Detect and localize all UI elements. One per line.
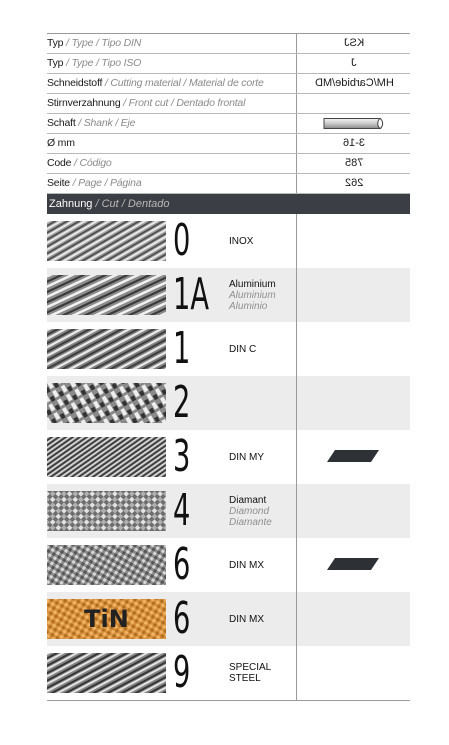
spec-label: Typ / Type / Tipo ISO	[47, 57, 142, 69]
cut-code: 6	[173, 593, 191, 644]
spec-value	[296, 134, 411, 153]
spec-row-type-din	[47, 34, 410, 54]
spec-label-main: Typ	[47, 37, 64, 49]
cut-desc-main: Aluminium	[229, 278, 276, 290]
cut-texture-image	[47, 221, 166, 261]
spec-label-alt: Front cut / Dentado frontal	[128, 97, 246, 109]
spec-label-main: Ø mm	[47, 137, 75, 149]
cut-shape-cell	[296, 322, 411, 376]
spec-value	[296, 54, 411, 73]
spec-row-front-cut	[47, 94, 410, 114]
spec-label-main: Stirnverzahnung	[47, 97, 121, 109]
cut-texture-image	[47, 275, 166, 315]
spec-label-alt: Código	[79, 157, 112, 169]
cut-shape-cell	[296, 214, 411, 268]
spec-label-alt: Type / Tipo ISO	[71, 57, 142, 69]
spec-label	[47, 134, 295, 153]
cut-texture-image	[47, 437, 166, 477]
cut-desc-alt: Aluminium	[229, 289, 276, 301]
cut-desc-alt: Aluminio	[229, 300, 268, 312]
spec-value	[296, 34, 411, 53]
cut-desc-main: INOX	[229, 235, 254, 247]
shank-icon	[322, 117, 386, 130]
spec-label-main: Seite	[47, 177, 70, 189]
spec-value-empty	[296, 94, 411, 113]
spec-row-type-iso	[47, 54, 410, 74]
cut-shape-cell	[296, 646, 411, 700]
spec-label-main: Schaft	[47, 117, 76, 129]
spec-value-text: 3-16	[342, 137, 366, 149]
spec-value-text: KSJ	[343, 37, 365, 49]
cut-description	[229, 646, 295, 700]
spec-value	[296, 174, 411, 193]
spec-value-text: HM/Carbide/MD	[314, 77, 394, 89]
spec-label: Schneidstoff / Cutting material / Material de corte	[47, 77, 264, 89]
cut-desc-main: DIN MY	[229, 451, 264, 463]
cut-row	[47, 484, 410, 538]
cut-shape-cell	[296, 484, 411, 538]
cut-description	[229, 214, 295, 268]
spec-label-main: Code	[47, 157, 72, 169]
spec-label-alt: Page / Página	[78, 177, 142, 189]
spec-label-alt: Type / Tipo DIN	[71, 37, 142, 49]
cut-header-alt: Cut / Dentado	[101, 198, 170, 210]
cut-texture-image	[47, 329, 166, 369]
cut-texture-image	[47, 545, 166, 585]
cut-description	[229, 430, 295, 484]
cut-code: 2	[173, 377, 191, 428]
cut-desc-alt: Diamante	[229, 516, 272, 528]
spec-row-material	[47, 74, 410, 94]
cut-texture-image	[47, 653, 166, 693]
cut-desc-main: STEEL	[229, 673, 261, 684]
spec-label: Typ / Type / Tipo DIN	[47, 37, 142, 49]
cut-description	[229, 268, 295, 322]
spec-label-main: Typ	[47, 57, 64, 69]
spec-label-main: Schneidstoff	[47, 77, 103, 89]
spec-label: Seite / Page / Página	[47, 177, 142, 189]
cut-shape-cell	[296, 430, 411, 484]
cut-desc-alt: Diamond	[229, 505, 270, 517]
spec-label: Schaft / Shank / Eje	[47, 117, 136, 129]
cut-description	[229, 592, 295, 646]
cut-code: 6	[173, 539, 191, 590]
spec-value-text: 262	[344, 177, 364, 189]
cut-code: 0	[173, 215, 191, 266]
cut-shape-cell	[296, 268, 411, 322]
table-bottom-border	[47, 700, 410, 701]
spec-value	[296, 74, 411, 93]
tin-label: TiN	[84, 605, 129, 633]
spec-value-text: J	[351, 57, 357, 69]
cut-shape-cell	[296, 538, 411, 592]
tin-coating-image	[47, 599, 166, 639]
cut-texture-image	[47, 491, 166, 531]
spec-row-code	[47, 154, 410, 174]
cut-code: 9	[173, 647, 191, 698]
spec-value	[296, 114, 411, 133]
cut-header-label: Zahnung	[49, 198, 93, 210]
cut-row	[47, 322, 410, 376]
spec-label-alt: Cutting material / Material de corte	[110, 77, 264, 89]
spec-row-shank	[47, 114, 410, 134]
cut-shape-cell	[296, 376, 411, 430]
cut-row	[47, 214, 410, 268]
cut-desc-main: Diamant	[229, 494, 267, 506]
cut-row	[47, 538, 410, 592]
spec-label-alt: Shank / Eje	[83, 117, 136, 129]
cut-desc-main: DIN MX	[229, 613, 264, 625]
cut-shape-icon	[327, 450, 379, 462]
cut-desc-main: DIN MX	[229, 559, 264, 571]
spec-row-diameter	[47, 134, 410, 154]
spec-value-text: 785	[344, 157, 364, 169]
cut-code: 4	[173, 485, 191, 536]
cut-desc-main: DIN C	[229, 343, 257, 355]
cut-description	[229, 376, 295, 430]
cut-row	[47, 646, 410, 700]
cut-row	[47, 430, 410, 484]
cut-row	[47, 268, 410, 322]
cut-code: 1	[173, 323, 191, 374]
spec-sheet	[47, 33, 410, 701]
cut-row	[47, 592, 410, 646]
cut-desc-main: SPECIAL	[229, 662, 272, 673]
cut-description	[229, 484, 295, 538]
cut-code: 3	[173, 431, 191, 482]
cut-shape-icon	[327, 558, 379, 570]
spec-label: Stirnverzahnung / Front cut / Dentado frontal	[47, 97, 246, 109]
spec-row-page	[47, 174, 410, 194]
cut-row	[47, 376, 410, 430]
cut-section-header: Zahnung / Cut / Dentado	[47, 194, 410, 214]
spec-label: Code / Código	[47, 157, 112, 169]
cut-code: 1A	[173, 269, 210, 320]
cut-description	[229, 538, 295, 592]
cut-texture-image	[47, 383, 166, 423]
spec-value	[296, 154, 411, 173]
cut-shape-cell	[296, 592, 411, 646]
cut-description	[229, 322, 295, 376]
